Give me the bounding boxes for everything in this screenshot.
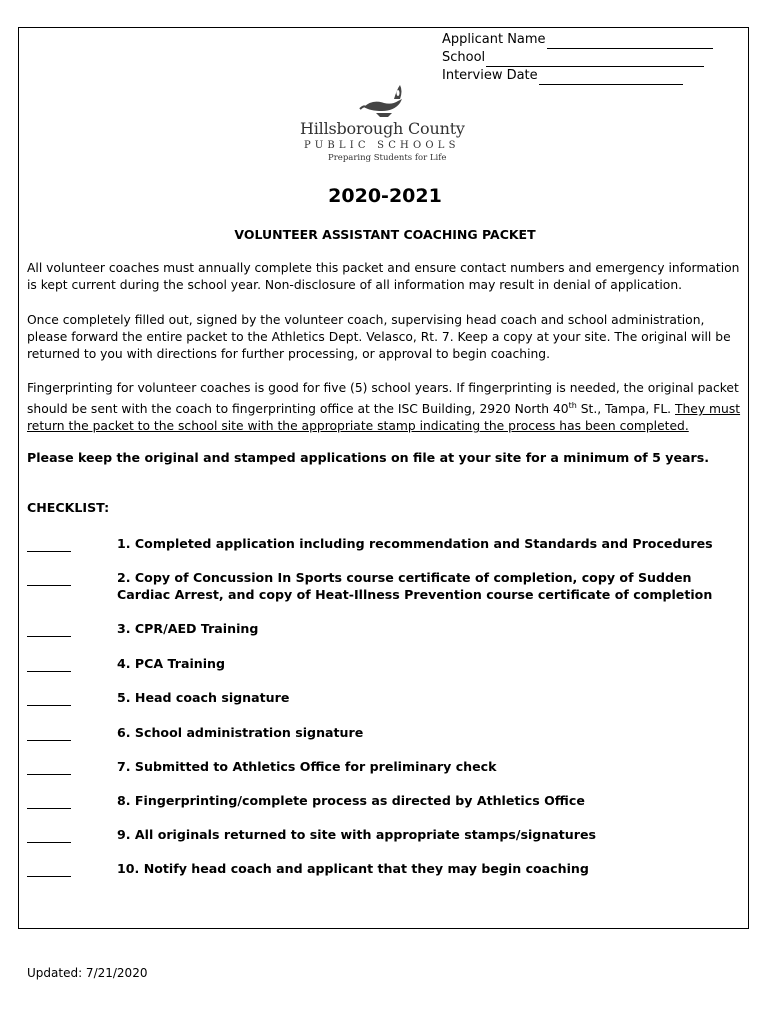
school-year-heading: 2020-2021 [328,185,442,207]
checkbox-blank[interactable] [27,693,71,706]
school-label: School [442,50,486,65]
checkbox-blank[interactable] [27,864,71,877]
checkbox-blank[interactable] [27,573,71,586]
interview-date-label: Interview Date [442,68,538,83]
checkbox-blank[interactable] [27,728,71,741]
paragraph-retention-notice: Please keep the original and stamped applications on file at your site for a minimum of 5 years. [27,450,710,465]
logo-name: Hillsborough County [300,119,465,138]
applicant-name-label: Applicant Name [442,32,546,47]
updated-date: Updated: 7/21/2020 [27,966,148,980]
district-logo [300,85,470,167]
checkbox-blank[interactable] [27,659,71,672]
checkbox-blank[interactable] [27,796,71,809]
paragraph-fingerprinting: Fingerprinting for volunteer coaches is good for five (5) school years. If fingerprinting is needed, the original packet should be sent with the coach to fingerprinting office at the ISC Building, 2920 North 40th St., Tampa, FL. They must return the packet to the school site with the appropriate stamp indicating the process has been completed. [27,381,741,434]
checkbox-blank[interactable] [27,539,71,552]
applicant-info [442,31,713,85]
paragraph-submission-instructions: Once completely filled out, signed by the volunteer coach, supervising head coach and school administration, please forward the entire packet to the Athletics Dept. Velasco, Rt. 7. Keep a copy at your site. The original will be returned to you with directions for further processing, or approval to begin coaching. [27,313,731,361]
logo-subtitle: PUBLIC SCHOOLS [304,140,460,151]
checklist-heading: CHECKLIST: [27,500,110,515]
logo-tagline: Preparing Students for Life [328,153,447,163]
lamp-of-learning-icon [358,85,410,121]
fingerprint-return-note: They must return the packet to the school site with the appropriate stamp indicating the process has been completed. [27,402,741,434]
paragraph-annual-requirement: All volunteer coaches must annually complete this packet and ensure contact numbers and emergency information is kept current during the school year. Non-disclosure of all information may result in denial of application. [27,261,740,292]
checkbox-blank[interactable] [27,830,71,843]
checkbox-blank[interactable] [27,624,71,637]
checkbox-blank[interactable] [27,762,71,775]
packet-title: VOLUNTEER ASSISTANT COACHING PACKET [234,227,536,242]
interview-date-line[interactable] [539,71,683,85]
school-line[interactable] [486,53,704,67]
applicant-name-line[interactable] [547,35,713,49]
